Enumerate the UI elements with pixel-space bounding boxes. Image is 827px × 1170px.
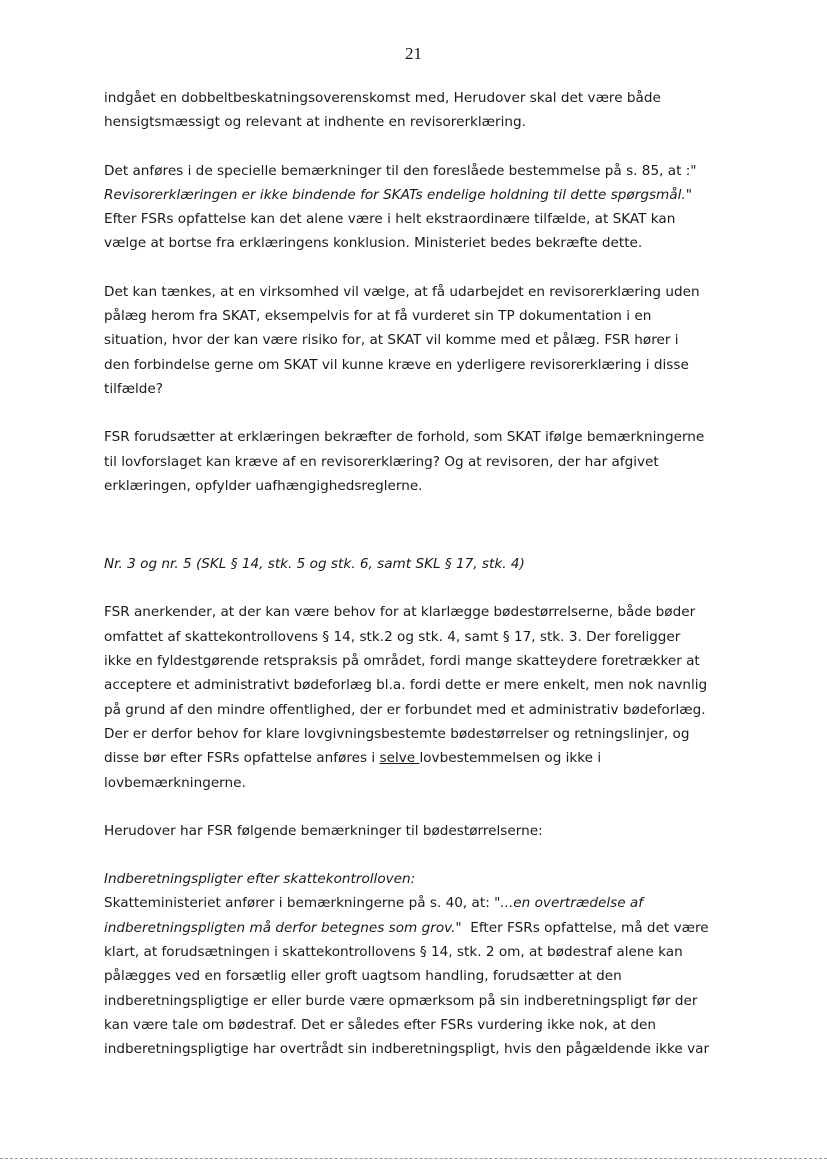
spacer — [104, 522, 744, 552]
page-number: 21 — [405, 44, 422, 63]
paragraph-5 — [104, 600, 744, 794]
text-line: til lovforslaget kan kræve af en revisorerklæring? Og at revisoren, der har afgivet — [104, 453, 659, 470]
text-line: klart, at forudsætningen i skattekontrollovens § 14, stk. 2 om, at bødestraf alene kan — [104, 944, 683, 961]
text-line: kan være tale om bødestraf. Det er således efter FSRs vurdering ikke nok, at den — [104, 1016, 656, 1033]
document-body — [104, 86, 744, 1086]
subheading: Indberetningspligter efter skattekontrolloven: — [104, 871, 416, 888]
text-line: Det anføres i de specielle bemærkninger til den foreslåede bestemmelse på s. 85, at :" — [104, 162, 697, 179]
section-heading: Nr. 3 og nr. 5 (SKL § 14, stk. 5 og stk. 6, samt SKL § 17, stk. 4) — [104, 556, 525, 573]
text-segment: lovbestemmelsen og ikke i — [419, 750, 602, 767]
quoted-text: indberetningspligten må derfor betegnes som grov." — [104, 919, 462, 936]
page-bottom-edge — [0, 1158, 827, 1159]
paragraph-1 — [104, 86, 744, 135]
paragraph-2 — [104, 159, 744, 256]
text-line — [104, 891, 744, 915]
text-line: acceptere et administrativt bødeforlæg bl.a. fordi dette er mere enkelt, men nok navnlig — [104, 677, 708, 694]
text-line: den forbindelse gerne om SKAT vil kunne kræve en yderligere revisorerklæring i disse — [104, 356, 689, 373]
paragraph-3 — [104, 280, 744, 401]
text-line: pålæg herom fra SKAT, eksempelvis for at få vurderet sin TP dokumentation i en — [104, 308, 652, 325]
paragraph-7 — [104, 867, 744, 1061]
text-line: FSR forudsætter at erklæringen bekræfter de forhold, som SKAT ifølge bemærkningerne — [104, 429, 705, 446]
text-line: pålægges ved en forsætlig eller groft uagtsom handling, forudsætter at den — [104, 968, 622, 985]
text-line: erklæringen, opfylder uafhængighedsreglerne. — [104, 477, 423, 494]
text-line: indberetningspligtige har overtrådt sin indberetningspligt, hvis den pågældende ikke var — [104, 1041, 710, 1058]
quoted-text: ...en overtrædelse af — [500, 895, 644, 912]
text-line: lovbemærkningerne. — [104, 774, 246, 791]
quoted-text-line: Revisorerklæringen er ikke bindende for SKATs endelige holdning til dette spørgsmål." — [104, 186, 692, 203]
text-line: Det kan tænkes, at en virksomhed vil vælge, at få udarbejdet en revisorerklæring uden — [104, 283, 700, 300]
text-line: tilfælde? — [104, 380, 164, 397]
underlined-word: selve — [379, 750, 420, 767]
text-segment: disse bør efter FSRs opfattelse anføres i — [104, 750, 380, 767]
text-line — [104, 916, 744, 940]
text-line — [104, 746, 744, 770]
text-segment: Skatteministeriet anfører i bemærkningerne på s. 40, at: " — [104, 895, 501, 912]
text-line: omfattet af skattekontrollovens § 14, stk.2 og stk. 4, samt § 17, stk. 3. Der foreligger — [104, 628, 681, 645]
text-line: indgået en dobbeltbeskatningsoverenskomst med, Herudover skal det være både — [104, 90, 661, 106]
paragraph-6: Herudover har FSR følgende bemærkninger til bødestørrelserne: — [104, 822, 543, 839]
text-line: vælge at bortse fra erklæringens konklusion. Ministeriet bedes bekræfte dette. — [104, 235, 643, 252]
text-line: ikke en fyldestgørende retspraksis på området, fordi mange skatteydere foretrækker at — [104, 653, 700, 670]
text-line: på grund af den mindre offentlighed, der er forbundet med et administrativ bødeforlæg. — [104, 701, 706, 718]
text-line: hensigtsmæssigt og relevant at indhente en revisorerklæring. — [104, 114, 526, 131]
text-line: Der er derfor behov for klare lovgivningsbestemte bødestørrelser og retningslinjer, og — [104, 725, 690, 742]
text-line: Efter FSRs opfattelse kan det alene være i helt ekstraordinære tilfælde, at SKAT kan — [104, 211, 676, 228]
paragraph-4 — [104, 425, 744, 498]
text-line: situation, hvor der kan være risiko for, at SKAT vil komme med et pålæg. FSR hører i — [104, 332, 679, 349]
text-line: FSR anerkender, at der kan være behov for at klarlægge bødestørrelserne, både bøder — [104, 604, 696, 621]
text-segment: Efter FSRs opfattelse, må det være — [461, 919, 709, 936]
text-line: indberetningspligtige er eller burde være opmærksom på sin indberetningspligt før der — [104, 992, 698, 1009]
